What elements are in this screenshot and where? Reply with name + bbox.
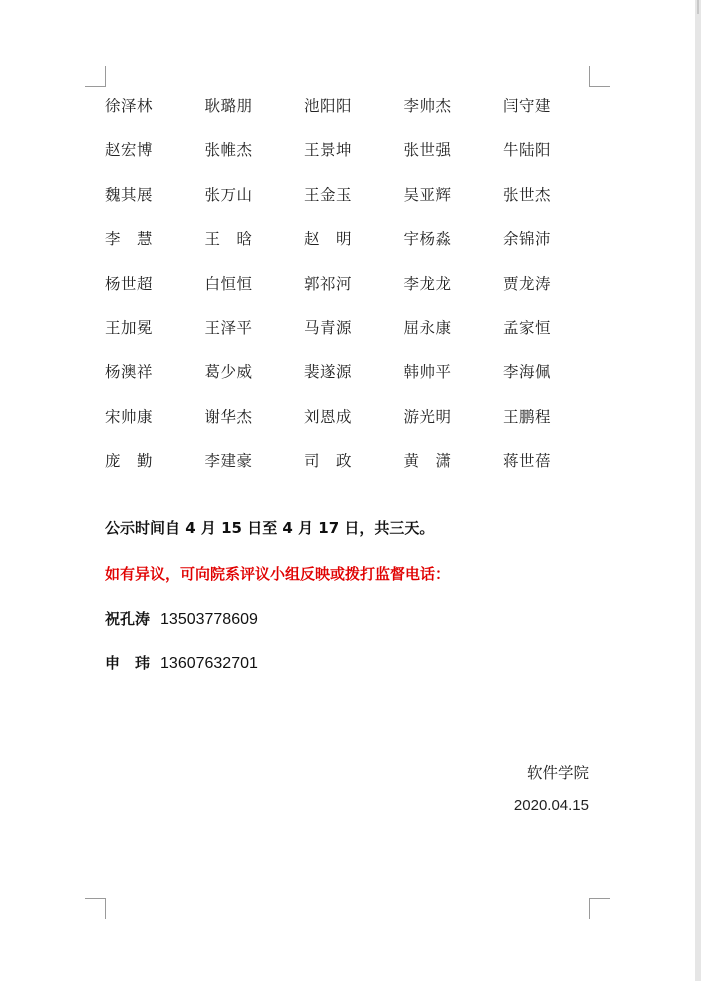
objection-notice-text: 如有异议，可向院系评议小组反映或拨打监督电话：: [105, 565, 451, 583]
name-cell: 郭祁河: [304, 274, 353, 293]
name-cell: 吴亚辉: [403, 185, 452, 204]
name-cell: 杨澳祥: [105, 363, 154, 382]
name-cell: 孟家恒: [503, 318, 552, 337]
name-cell: 魏其展: [105, 185, 154, 204]
name-cell: 宇杨淼: [403, 230, 452, 249]
name-cell: 葛少威: [204, 363, 253, 382]
name-cell: 游光明: [403, 407, 452, 426]
name-cell: 余锦沛: [503, 230, 552, 249]
name-cell: 贾龙涛: [503, 274, 552, 293]
name-cell: 李龙龙: [403, 274, 452, 293]
name-cell: 牛陆阳: [503, 141, 552, 160]
name-cell: 蒋世蓓: [503, 452, 552, 471]
name-cell: 张世强: [403, 141, 452, 160]
name-cell: 裴遂源: [304, 363, 353, 382]
name-cell: 赵 明: [304, 230, 353, 249]
contact-phone: 13503778609: [160, 611, 258, 628]
margin-corner-top-left: [85, 66, 106, 87]
name-cell: 耿璐朋: [204, 97, 253, 115]
name-cell: 闫守建: [503, 97, 552, 115]
name-row: [105, 227, 605, 271]
name-cell: 韩帅平: [403, 363, 452, 382]
name-cell: 庞 勤: [105, 452, 154, 471]
name-cell: 宋帅康: [105, 407, 154, 426]
name-cell: 刘恩成: [304, 407, 353, 426]
name-cell: 李 慧: [105, 230, 154, 249]
name-list: [105, 94, 605, 494]
name-cell: 王金玉: [304, 185, 353, 204]
contact-phone: 13607632701: [160, 655, 258, 672]
name-cell: 李建豪: [204, 452, 253, 471]
name-row: [105, 138, 605, 182]
name-cell: 王鹏程: [503, 407, 552, 426]
name-cell: 王景坤: [304, 141, 353, 160]
name-cell: 张万山: [204, 185, 253, 204]
name-cell: 池阳阳: [304, 97, 353, 115]
name-cell: 李海佩: [503, 363, 552, 382]
name-cell: 白恒恒: [204, 274, 253, 293]
name-row: [105, 449, 605, 493]
vertical-scrollbar[interactable]: [695, 0, 701, 981]
name-cell: 马青源: [304, 318, 353, 337]
name-row: [105, 405, 605, 449]
contact-line: [105, 608, 258, 629]
name-cell: 屈永康: [403, 318, 452, 337]
name-cell: 杨世超: [105, 274, 154, 293]
publicity-period-text: 公示时间自 4 月 15 日至 4 月 17 日，共三天。: [105, 519, 435, 537]
name-cell: 谢华杰: [204, 407, 253, 426]
name-cell: 徐泽林: [105, 97, 154, 115]
name-cell: 张世杰: [503, 185, 552, 204]
name-row: [105, 360, 605, 404]
signature-date: 2020.04.15: [513, 797, 589, 814]
name-cell: 王加冕: [105, 318, 154, 337]
margin-corner-bottom-left: [85, 898, 106, 919]
margin-corner-top-right: [589, 66, 610, 87]
margin-corner-bottom-right: [589, 898, 610, 919]
contact-name: 申 玮: [105, 654, 151, 672]
name-cell: 王 晗: [204, 230, 253, 249]
name-cell: 李帅杰: [403, 97, 452, 115]
name-row: [105, 183, 605, 227]
name-cell: 张帷杰: [204, 141, 253, 160]
name-cell: 黄 潇: [403, 452, 452, 471]
signature-department: 软件学院: [526, 764, 589, 782]
name-row: [105, 94, 605, 138]
name-cell: 王泽平: [204, 318, 253, 337]
name-cell: 司 政: [304, 452, 353, 471]
contact-line: [105, 652, 258, 673]
name-row: [105, 272, 605, 316]
name-row: [105, 316, 605, 360]
contact-name: 祝孔涛: [105, 610, 151, 628]
name-cell: 赵宏博: [105, 141, 154, 160]
